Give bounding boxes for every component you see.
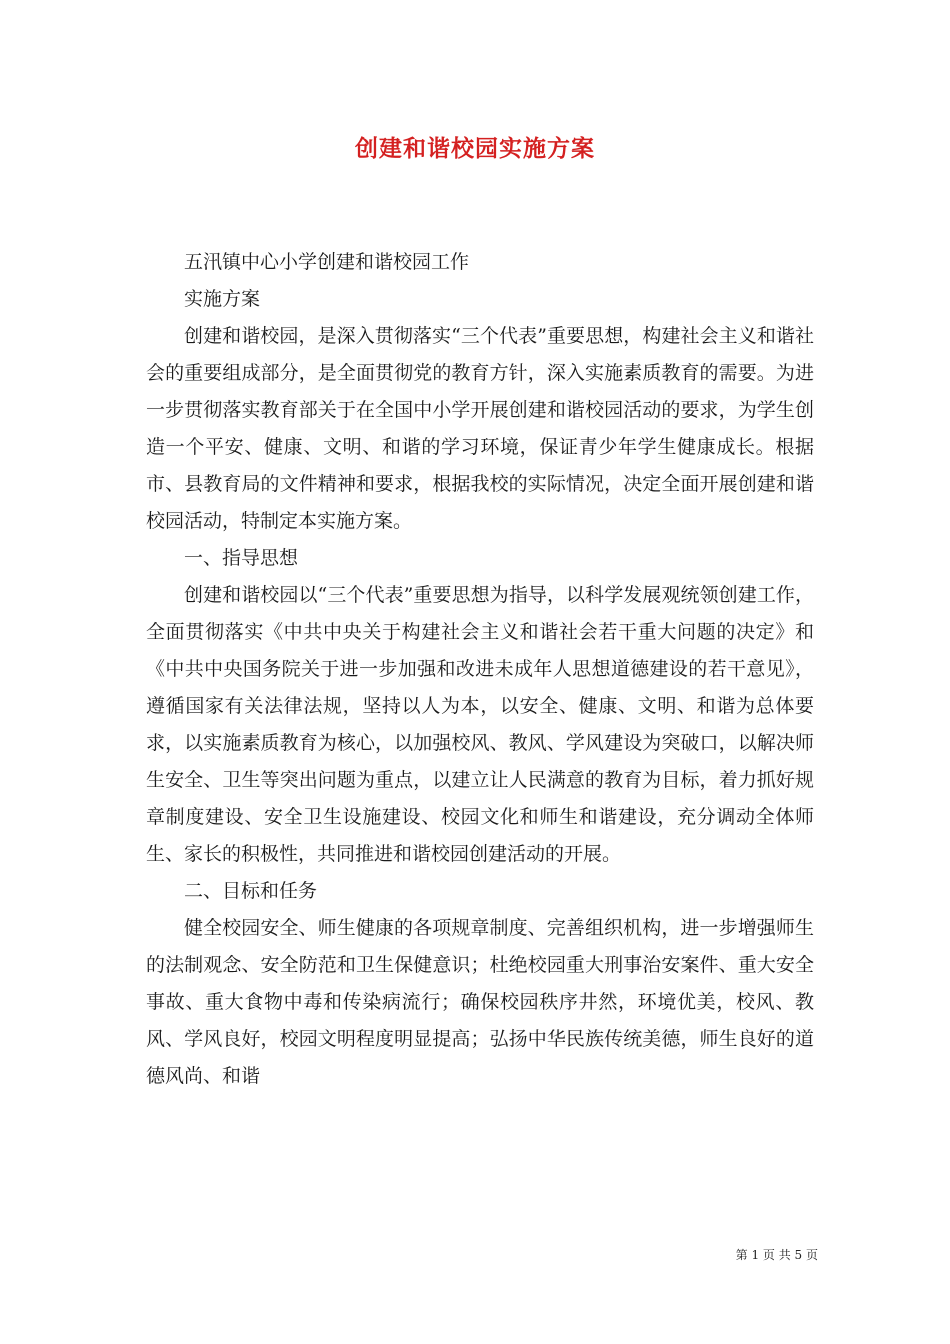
page-number: 第 1 页 共 5 页 bbox=[735, 1248, 818, 1262]
section-1-heading: 一、指导思想 bbox=[184, 547, 299, 569]
section-2-heading: 二、目标和任务 bbox=[184, 880, 318, 902]
intro-paragraph: 创建和谐校园，是深入贯彻落实“三个代表”重要思想，构建社会主义和谐社会的重要组成部分，是全面贯彻党的教育方针，深入实施素质教育的需要。为进一步贯彻落实教育部关于在全国中小学开展创建和谐校园活动的要求，为学生创造一个平安、健康、文明、和谐的学习环境，保证青少年学生健康成长。根据市、县教育局的文件精神和要求，根据我校的实际情况，决定全面开展创建和谐校园活动，特制定本实施方案。 bbox=[146, 325, 814, 532]
document-body bbox=[146, 244, 814, 1095]
section-2-paragraph: 健全校园安全、师生健康的各项规章制度、完善组织机构，进一步增强师生的法制观念、安全防范和卫生保健意识；杜绝校园重大刑事治安案件、重大安全事故、重大食物中毒和传染病流行；确保校园秩序井然，环境优美，校风、教风、学风良好，校园文明程度明显提高；弘扬中华民族传统美德，师生良好的道德风尚、和谐 bbox=[146, 917, 814, 1087]
document-title: 创建和谐校园实施方案 bbox=[355, 135, 595, 162]
section-1-paragraph: 创建和谐校园以“三个代表”重要思想为指导，以科学发展观统领创建工作，全面贯彻落实《中共中央关于构建社会主义和谐社会若干重大问题的决定》和《中共中央国务院关于进一步加强和改进未成年人思想道德建设的若干意见》，遵循国家有关法律法规，坚持以人为本，以安全、健康、文明、和谐为总体要求，以实施素质教育为核心，以加强校风、教风、学风建设为突破口，以解决师生安全、卫生等突出问题为重点，以建立让人民满意的教育为目标，着力抓好规章制度建设、安全卫生设施建设、校园文化和师生和谐建设，充分调动全体师生、家长的积极性，共同推进和谐校园创建活动的开展。 bbox=[146, 584, 814, 865]
subtitle-line-2: 实施方案 bbox=[184, 288, 261, 310]
subtitle-line-1: 五汛镇中心小学创建和谐校园工作 bbox=[184, 251, 470, 273]
